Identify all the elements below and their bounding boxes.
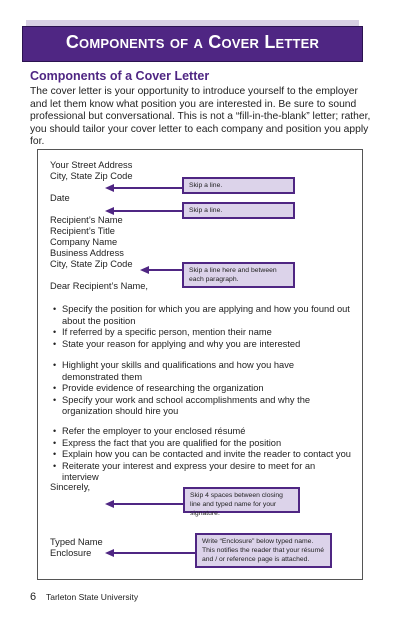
- arrow-left-icon: [105, 206, 185, 216]
- typed-name: Typed Name: [50, 537, 103, 547]
- list-item: • Reiterate your interest and express your desire to meet for an interview: [53, 461, 353, 484]
- salutation: Dear Recipient’s Name,: [50, 281, 149, 291]
- list-item: • Refer the employer to your enclosed résumé: [53, 426, 353, 438]
- page-number: 6: [30, 591, 37, 603]
- recipient-address: Business Address: [50, 248, 124, 258]
- arrow-left-icon: [140, 265, 185, 275]
- list-item: • Provide evidence of researching the organization: [53, 383, 353, 395]
- note-skip-line-2: Skip a line.: [182, 202, 295, 219]
- list-item: • Highlight your skills and qualifications and how you have demonstrated them: [53, 360, 353, 383]
- note-skip-paragraph: Skip a line here and between each paragraph.: [182, 262, 295, 288]
- closing-line: Sincerely,: [50, 482, 91, 492]
- note-enclosure: Write “Enclosure” below typed name. This notifies the reader that your résumé and / or reference page is attached.: [195, 533, 332, 568]
- list-item: • State your reason for applying and why you are interested: [53, 339, 353, 351]
- recipient-title: Recipient’s Title: [50, 226, 115, 236]
- list-item: • Specify your work and school accomplishments and why the organization should hire you: [53, 395, 353, 418]
- note-skip-signature: Skip 4 spaces between closing line and typed name for your signature.: [183, 487, 300, 513]
- note-skip-line-1: Skip a line.: [182, 177, 295, 194]
- sender-street: Your Street Address: [50, 160, 133, 170]
- arrow-left-icon: [105, 183, 185, 193]
- arrow-left-icon: [105, 548, 197, 558]
- list-item: • Express the fact that you are qualified for the position: [53, 438, 353, 450]
- list-item: • Explain how you can be contacted and invite the reader to contact you: [53, 449, 353, 461]
- intro-paragraph: The cover letter is your opportunity to introduce yourself to the employer and let them know what position you are interested in. Be sure to sound professional but conversational. This is not a “fill-in-the-blank” letter; rather, you should tailor your cover letter to each company and position you apply for.: [30, 86, 371, 148]
- paragraph-two-list: [53, 360, 353, 418]
- banner-title: Components of a Cover Letter: [65, 32, 320, 52]
- recipient-company: Company Name: [50, 237, 118, 247]
- footer-university: Tarleton State University: [46, 592, 139, 602]
- list-item: • Specify the position for which you are applying and how you found out about the position: [53, 304, 353, 327]
- section-heading: Components of a Cover Letter: [30, 69, 210, 83]
- recipient-city: City, State Zip Code: [50, 259, 133, 269]
- recipient-name: Recipient’s Name: [50, 215, 123, 225]
- enclosure-line: Enclosure: [50, 548, 92, 558]
- paragraph-three-list: [53, 426, 353, 484]
- letter-date: Date: [50, 193, 70, 203]
- sender-city: City, State Zip Code: [50, 171, 133, 181]
- arrow-left-icon: [105, 499, 185, 509]
- page-banner: [22, 26, 363, 62]
- paragraph-one-list: [53, 304, 353, 350]
- list-item: • If referred by a specific person, mention their name: [53, 327, 353, 339]
